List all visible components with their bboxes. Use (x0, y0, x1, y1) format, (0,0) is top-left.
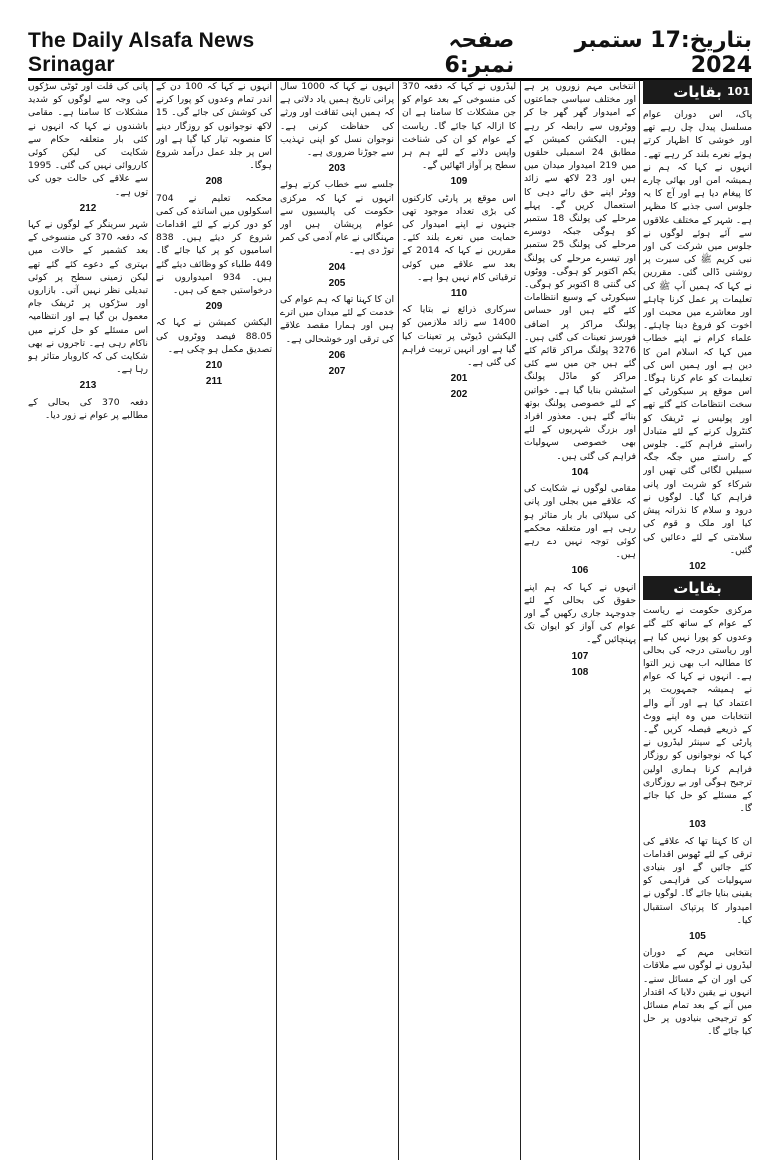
column-divider (639, 80, 640, 1160)
section-heading-2 (643, 576, 752, 600)
article-text-2: شہر سرینگر کے لوگوں نے کہا کہ دفعہ 370 کی منسوخی کے بعد کشمیر کے حالات میں بہتری کے دعوے کئے گئے تھے لیکن زمینی سطح پر کوئی تبدیلی نظر نہیں آتی۔ بازاروں اور سڑکوں پر ٹریفک جام معمول بن گیا ہے اور انتظامیہ اس مسئلے کو حل کرنے میں ناکام رہی ہے۔ تاجروں نے بھی شکایت کی کہ کاروبار متاثر ہو رہا ہے۔ (28, 219, 148, 376)
article-text: انتخابی مہم زوروں پر ہے اور مختلف سیاسی جماعتوں کے امیدوار گھر گھر جا کر ووٹروں سے رابطہ کر رہے ہیں۔ الیکشن کمیشن کے مطابق 24 اسمبلی حلقوں میں 219 امیدوار میدان میں ہیں اور 23 لاکھ سے زائد ووٹر اپنے حق رائے دہی کا استعمال کریں گے۔ پہلے مرحلے کی پولنگ 18 ستمبر کو ہوگی جبکہ دوسرے مرحلے کی پولنگ 25 ستمبر اور تیسرے مرحلے کی پولنگ یکم اکتوبر کو ہوگی۔ ووٹوں کی گنتی 8 اکتوبر کو ہوگی۔ سیکورٹی کے وسیع انتظامات کئے گئے ہیں اور حساس پولنگ مراکز پر اضافی فورسز تعینات کی گئی ہیں۔ 3276 پولنگ مراکز قائم کئے گئے ہیں جن میں سے کئی مراکز کو ماڈل پولنگ اسٹیشن بنایا گیا ہے۔ خواتین کے لئے خصوصی پولنگ بوتھ بنائے گئے ہیں۔ معذور افراد اور بزرگ شہریوں کے لئے بھی خصوصی سہولیات فراہم کی گئی ہیں۔ (524, 81, 636, 462)
column-divider (520, 80, 521, 1160)
article-number-3: 210 (205, 360, 223, 372)
column-divider (398, 80, 399, 1160)
article-number: 109 (450, 176, 468, 188)
column-2 (524, 80, 636, 1160)
article-text: پاک، اس دوران عوام مسلسل پیدل چل رہے تھے اور خوشی کا اظہار کرتے ہوئے نعرے بلند کر رہے تھے۔ انہوں نے کہا کہ ہم نے ہمیشہ امن اور بھائی چارے کا پیغام دیا ہے اور آج کا یہ جلوس اسی جذبے کا مظہر ہے۔ شہر کے مختلف علاقوں سے آئے ہوئے لوگوں نے جلوس میں شرکت کی اور نبی کریم ﷺ کی سیرت پر روشنی ڈالی گئی۔ مقررین نے کہا کہ ہمیں آپ ﷺ کی تعلیمات پر عمل کرنا چاہئے اور معاشرے میں محبت اور اخوت کو فروغ دینا چاہئے۔ علماء کرام نے اپنے خطاب میں کہا کہ اسلام امن کا دین ہے اور ہمیں اس کی تعلیمات کو عام کرنا ہوگا۔ اس موقع پر سیکورٹی کے سخت انتظامات کئے گئے تھے اور پولیس نے ٹریفک کو کنٹرول کرنے کے لئے متبادل راستے فراہم کئے۔ جلوس کے راستے میں جگہ جگہ سبیلیں لگائی گئی تھیں اور شرکاء کو شربت اور پانی فراہم کیا گیا۔ لوگوں نے درود و سلام کا نذرانہ پیش کیا اور ملک و قوم کی سلامتی کے لئے دعائیں کی گئیں۔ (643, 109, 752, 556)
article-text-3: ان کا کہنا تھا کہ علاقے کی ترقی کے لئے ٹھوس اقدامات کئے جائیں گے اور بنیادی سہولیات کی فراہمی کو یقینی بنایا جائے گا۔ لوگوں نے امیدوار کا پرتپاک استقبال کیا۔ (643, 835, 752, 926)
article-number-4: 108 (571, 666, 589, 678)
column-3 (402, 80, 516, 1160)
article-number-2: 209 (205, 301, 223, 313)
article-text: انہوں نے کہا کہ 1000 سال پرانی تاریخ ہمیں یاد دلاتی ہے کہ ہمیں اپنی ثقافت اور ورثے کی حفاظت کرنی ہے۔ نوجوان نسل کو اپنی تہذیب سے جوڑنا ضروری ہے۔ (280, 81, 394, 159)
page-body (28, 80, 752, 1160)
article-text-2: جلسے سے خطاب کرتے ہوئے انہوں نے کہا کہ مرکزی حکومت کی پالیسیوں سے عوام پریشان ہیں اور مہنگائی نے عام آدمی کی کمر توڑ دی ہے۔ (280, 179, 394, 257)
article-number-4: 202 (450, 389, 468, 401)
masthead (28, 28, 752, 81)
article-number-3: 105 (689, 930, 706, 942)
article-number-5: 207 (328, 366, 346, 378)
heading-text: بقایات (673, 83, 722, 101)
article-number: 208 (205, 176, 223, 188)
article-number-2: 106 (571, 565, 589, 577)
section-heading (643, 80, 752, 104)
article-number-3: 201 (450, 373, 468, 385)
article-number-3: 107 (571, 650, 589, 662)
paper-name: The Daily Alsafa News Srinagar (28, 29, 255, 76)
article-text-4: انتخابی مہم کے دوران لیڈروں نے لوگوں سے ملاقات کی اور ان کے مسائل سنے۔ انہوں نے یقین دلایا کہ اقتدار میں آنے کے بعد تمام مسائل کو ترجیحی بنیادوں پر حل کیا جائے گا۔ (643, 947, 752, 1038)
article-number-2: 213 (79, 380, 97, 392)
article-text-2: اس موقع پر پارٹی کارکنوں کی بڑی تعداد موجود تھی جنہوں نے اپنے امیدوار کی حمایت میں نعرے بلند کئے۔ مقررین نے کہا کہ 2014 کے بعد سے علاقے میں کوئی ترقیاتی کام نہیں ہوا ہے۔ (402, 192, 516, 283)
article-text-3: دفعہ 370 کی بحالی کے مطالبے پر عوام نے زور دیا۔ (28, 396, 148, 421)
article-text-2: محکمہ تعلیم نے 704 اسکولوں میں اساتذہ کی کمی کو دور کرنے کے لئے اقدامات شروع کر دیئے ہیں۔ 838 اسامیوں کو پر کیا جائے گا۔ 449 طلباء کو وظائف دیئے گئے ہیں۔ 934 امیدواروں نے درخواستیں جمع کی ہیں۔ (156, 192, 272, 297)
column-5 (156, 80, 272, 1160)
article-text-2: مقامی لوگوں نے شکایت کی کہ علاقے میں بجلی اور پانی کی سپلائی بار بار متاثر ہو رہی ہے اور متعلقہ محکمے کوئی توجہ نہیں دے رہے ہیں۔ (524, 483, 636, 561)
column-1 (643, 80, 752, 1160)
article-text-2: مرکزی حکومت نے ریاست کے عوام کے ساتھ کئے گئے وعدوں کو پورا نہیں کیا ہے اور ریاستی درجہ کی بحالی کا مطالبہ اب بھی زیر التوا ہے۔ انہوں نے کہا کہ عوام نے ہمیشہ جمہوریت پر اعتماد کیا ہے اور آنے والے انتخابات میں وہ اپنے ووٹ کے ذریعے فیصلہ کریں گے۔ پارٹی کے سینئر لیڈروں نے کہا کہ نوجوانوں کو روزگار فراہم کرنا ہماری اولین ترجیح ہوگی اور بے روزگاری کے مسئلے کو حل کیا جائے گا۔ (643, 605, 752, 815)
article-text-3: الیکشن کمیشن نے کہا کہ 88.05 فیصد ووٹروں کی تصدیق مکمل ہو چکی ہے۔ (156, 317, 272, 355)
article-number-2: 103 (689, 819, 706, 831)
article-number: 203 (328, 163, 346, 175)
article-text: پانی کی قلت اور ٹوٹی سڑکوں کی وجہ سے لوگوں کو شدید مشکلات کا سامنا ہے۔ مقامی باشندوں نے کہا کہ انہوں نے کئی بار متعلقہ حکام سے شکایت کی لیکن کوئی کارروائی نہیں کی گئی۔ 1995 سے علاقے کی حالت جوں کی توں ہے۔ (28, 81, 148, 198)
article-number: 104 (571, 466, 589, 478)
article-number-4: 211 (205, 376, 223, 388)
page-number-label: صفحہ نمبر:6 (444, 28, 515, 78)
article-number-4: 206 (328, 349, 346, 361)
column-6 (28, 80, 148, 1160)
article-number: 102 (689, 560, 706, 572)
column-4 (280, 80, 394, 1160)
heading-text-2: بقایات (673, 579, 722, 598)
article-text-3: انہوں نے کہا کہ ہم اپنے حقوق کی بحالی کے لئے جدوجہد جاری رکھیں گے اور عوام کی آواز کو ایوان تک پہنچائیں گے۔ (524, 581, 636, 646)
article-number-2: 204 (328, 261, 346, 273)
issue-date: بتاریخ:17 ستمبر 2024 (574, 28, 752, 78)
column-divider (152, 80, 153, 1160)
column-divider (276, 80, 277, 1160)
article-text: لیڈروں نے کہا کہ دفعہ 370 کی منسوخی کے بعد عوام کو جن مشکلات کا سامنا ہے ان کا ازالہ کیا جائے گا۔ ریاست کے عوام کو ان کی شناخت واپس دلانے کے لئے ہم ہر سطح پر آواز اٹھائیں گے۔ (402, 81, 516, 172)
article-number: 212 (79, 202, 97, 214)
article-text-3: سرکاری ذرائع نے بتایا کہ 1400 سے زائد ملازمین کو الیکشن ڈیوٹی پر تعینات کیا گیا ہے اور انہیں تربیت فراہم کی گئی ہے۔ (402, 304, 516, 369)
article-number-2: 110 (450, 288, 468, 300)
article-text-3: ان کا کہنا تھا کہ ہم عوام کی خدمت کے لئے میدان میں اترے ہیں اور ہمارا مقصد علاقے کی ترقی اور خوشحالی ہے۔ (280, 294, 394, 345)
article-number-3: 205 (328, 277, 346, 289)
heading-number: 101 (727, 85, 750, 98)
article-text: انہوں نے کہا کہ 100 دن کے اندر تمام وعدوں کو پورا کرنے کی کوشش کی جائے گی۔ 15 لاکھ نوجوانوں کو روزگار دینے کا منصوبہ تیار کیا گیا ہے اور اس پر جلد عمل درآمد شروع ہوگا۔ (156, 81, 272, 172)
